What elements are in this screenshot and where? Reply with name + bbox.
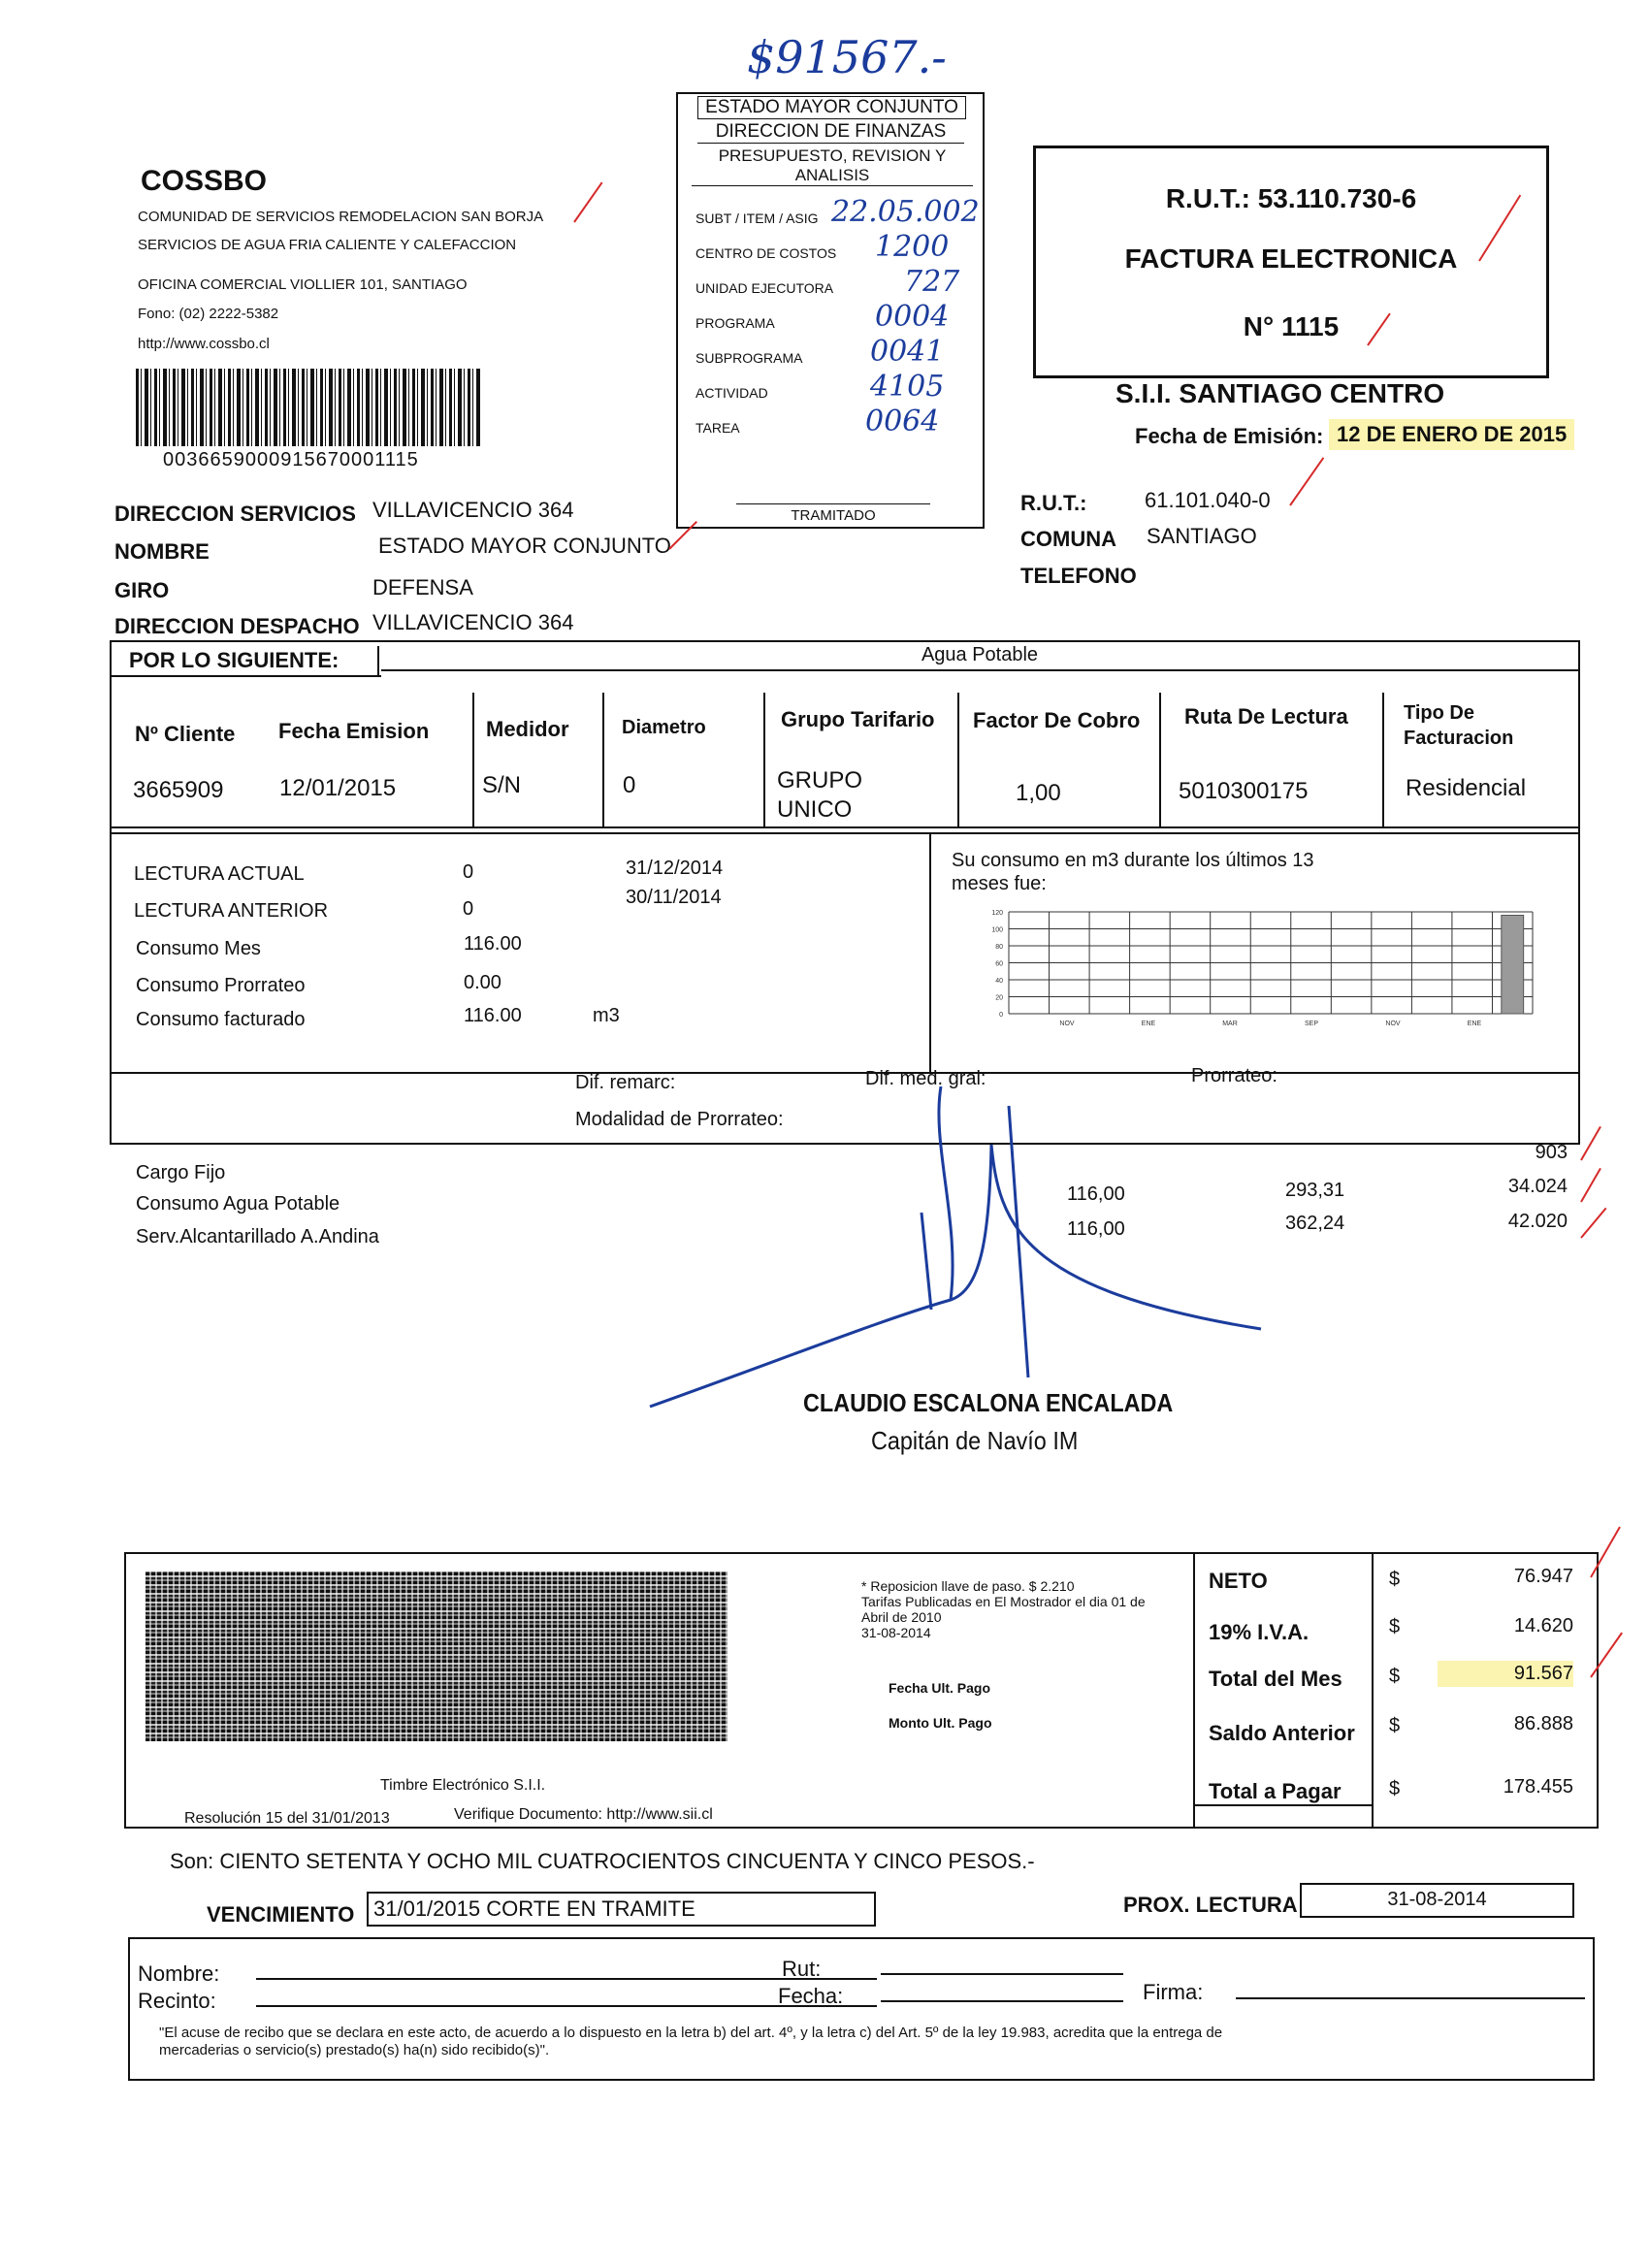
monto-ult-pago: Monto Ult. Pago xyxy=(889,1715,992,1731)
total-currency: $ xyxy=(1389,1715,1401,1736)
header-diametro: Diametro xyxy=(622,717,706,738)
giro-value: DEFENSA xyxy=(372,575,473,599)
reading-unit: m3 xyxy=(593,1005,620,1026)
company-phone: Fono: (02) 2222-5382 xyxy=(138,306,279,322)
dif-remarc: Dif. remarc: xyxy=(575,1072,676,1093)
issue-date: 12 DE ENERO DE 2015 xyxy=(1329,419,1574,450)
service-name: Agua Potable xyxy=(921,644,1039,665)
comuna-label: COMUNA xyxy=(1020,527,1116,551)
stamp-row-6 xyxy=(695,370,977,406)
stamp-row-label: SUBT / ITEM / ASIG xyxy=(695,211,819,226)
service-header-line xyxy=(381,669,1578,671)
service-bottom-line xyxy=(112,826,1578,828)
handwritten-total: $91567.- xyxy=(747,31,947,83)
verifique-documento: Verifique Documento: http://www.sii.cl xyxy=(454,1806,713,1823)
check-mark xyxy=(1580,1126,1601,1161)
stamp-row-value: 22.05.002 xyxy=(831,195,980,229)
note-line: * Reposicion llave de paso. $ 2.210 xyxy=(861,1578,1075,1594)
chart-xtick: NOV xyxy=(1059,1021,1075,1027)
pdf417-barcode xyxy=(146,1571,728,1741)
reading-label: Consumo facturado xyxy=(136,1009,306,1030)
recinto-label: Recinto: xyxy=(138,1989,216,2013)
timbre-label: Timbre Electrónico S.I.I. xyxy=(380,1777,546,1794)
stamp-row-label: CENTRO DE COSTOS xyxy=(695,245,837,261)
total-currency: $ xyxy=(1389,1778,1401,1799)
charge-amount: 903 xyxy=(1535,1142,1568,1163)
giro-label: GIRO xyxy=(114,578,170,602)
legal-line: "El acuse de recibo que se declara en este acto, de acuerdo a lo dispuesto en la letra b) del art. 4º, y la letra c) del Art. 5º de la ley 19.983, acredita que la entrega de xyxy=(159,2025,1223,2041)
total-label: Saldo Anterior xyxy=(1209,1721,1355,1745)
charge-qty: 116,00 xyxy=(1067,1183,1125,1205)
nombre-label: Nombre: xyxy=(138,1961,220,1986)
sii-office: S.I.I. SANTIAGO CENTRO xyxy=(1116,378,1445,408)
reading-value: 116.00 xyxy=(464,1005,522,1026)
stamp-footer: TRAMITADO xyxy=(791,507,876,524)
telefono-label: TELEFONO xyxy=(1020,564,1137,588)
chart-xtick: NOV xyxy=(1385,1021,1401,1027)
charge-rate: 293,31 xyxy=(1285,1180,1345,1201)
footer-box xyxy=(124,1552,1599,1829)
col-divider xyxy=(472,693,474,826)
stamp-row-7 xyxy=(695,405,977,441)
totals-divider xyxy=(1372,1554,1374,1827)
total-value-highlighted: 91.567 xyxy=(1438,1661,1573,1687)
invoice-type: FACTURA ELECTRONICA xyxy=(1124,243,1458,274)
total-currency: $ xyxy=(1389,1616,1401,1637)
chart-xtick: MAR xyxy=(1222,1021,1238,1027)
readings-bottom-line xyxy=(112,1072,1578,1074)
readings-divider xyxy=(929,834,931,1072)
vencimiento-value: 31/01/2015 CORTE EN TRAMITE xyxy=(367,1892,876,1927)
total-label: Total del Mes xyxy=(1209,1667,1342,1691)
rut-label: Rut: xyxy=(782,1957,822,1981)
header-n-cliente: Nº Cliente xyxy=(135,722,236,746)
stamp-row-label: PROGRAMA xyxy=(695,315,775,331)
stamp-row-value: 1200 xyxy=(875,230,950,264)
charge-label: Consumo Agua Potable xyxy=(136,1193,340,1215)
charge-rate: 362,24 xyxy=(1285,1213,1345,1234)
reading-value: 0 xyxy=(463,861,474,883)
charge-amount: 42.020 xyxy=(1507,1211,1568,1232)
charge-label: Cargo Fijo xyxy=(136,1162,226,1183)
signature-title: Capitán de Navío IM xyxy=(871,1426,1079,1455)
stamp-row-value: 0004 xyxy=(875,300,950,334)
chart-caption: Su consumo en m3 durante los últimos 13 meses fue: xyxy=(952,850,1314,894)
totals-table xyxy=(1193,1554,1597,1827)
total-label: 19% I.V.A. xyxy=(1209,1620,1310,1644)
reading-date: 30/11/2014 xyxy=(626,887,722,908)
stamp-row-value: 727 xyxy=(904,265,960,299)
stamp-row-4 xyxy=(695,300,977,337)
check-mark xyxy=(573,181,602,222)
col-divider xyxy=(957,693,959,826)
total-currency: $ xyxy=(1389,1666,1401,1687)
value-n-cliente: 3665909 xyxy=(133,777,224,803)
signature-scribble xyxy=(640,1086,1300,1426)
por-lo-siguiente-underline xyxy=(112,675,381,677)
chart-ytick: 60 xyxy=(995,960,1003,968)
nombre-value: ESTADO MAYOR CONJUNTO xyxy=(378,534,671,558)
value-grupo-tarifario: GRUPO UNICO xyxy=(777,767,863,823)
header-grupo-tarifario: Grupo Tarifario xyxy=(781,707,935,731)
stamp-row-label: TAREA xyxy=(695,420,740,436)
prox-lectura-value: 31-08-2014 xyxy=(1300,1883,1574,1918)
stamp-row-label: ACTIVIDAD xyxy=(695,385,768,401)
resolucion: Resolución 15 del 31/01/2013 xyxy=(184,1810,390,1827)
stamp-line1: ESTADO MAYOR CONJUNTO xyxy=(697,96,966,119)
chart-ytick: 20 xyxy=(995,994,1003,1002)
por-lo-siguiente: POR LO SIGUIENTE: xyxy=(112,646,379,675)
note-line: Tarifas Publicadas en El Mostrador el dia 01 de xyxy=(861,1594,1146,1609)
stamp-line2: DIRECCION DE FINANZAS xyxy=(697,121,964,144)
invoice-box xyxy=(1033,146,1549,378)
stamp-sign-line xyxy=(736,503,930,504)
direccion-value: VILLAVICENCIO 364 xyxy=(372,498,574,522)
value-ruta-lectura: 5010300175 xyxy=(1179,778,1309,804)
value-fecha-emision: 12/01/2015 xyxy=(279,775,397,801)
header-tipo-facturacion: Tipo De Facturacion xyxy=(1404,702,1514,749)
reading-label: Consumo Mes xyxy=(136,938,261,959)
chart-ytick: 40 xyxy=(995,978,1003,985)
reading-label: Consumo Prorrateo xyxy=(136,975,306,996)
company-line1: COMUNIDAD DE SERVICIOS REMODELACION SAN BORJA xyxy=(138,209,544,225)
dif-med-gral: Dif. med. gral: xyxy=(865,1068,986,1089)
direccion-label: DIRECCION SERVICIOS xyxy=(114,502,356,526)
company-name: COSSBO xyxy=(141,165,268,197)
charge-amount: 34.024 xyxy=(1507,1176,1568,1197)
barcode-image xyxy=(136,369,480,446)
total-currency: $ xyxy=(1389,1569,1401,1590)
chart-xtick: ENE xyxy=(1467,1021,1482,1027)
total-label: Total a Pagar xyxy=(1209,1779,1342,1803)
note-line: 31-08-2014 xyxy=(861,1625,931,1640)
reading-value: 0 xyxy=(463,898,474,920)
total-value: 86.888 xyxy=(1513,1713,1573,1734)
charge-qty: 116,00 xyxy=(1067,1218,1125,1240)
check-mark xyxy=(1580,1208,1606,1239)
check-mark xyxy=(1289,457,1324,505)
prox-lectura-label: PROX. LECTURA xyxy=(1123,1893,1298,1917)
invoice-rut: R.U.T.: 53.110.730-6 xyxy=(1165,183,1417,213)
chart-ytick: 80 xyxy=(995,944,1003,951)
despacho-value: VILLAVICENCIO 364 xyxy=(372,610,574,634)
header-factor-cobro: Factor De Cobro xyxy=(973,708,1141,732)
stamp-row-value: 0064 xyxy=(865,405,940,438)
barcode-number: 003665900091567000111​5 xyxy=(163,449,419,470)
legal-line: mercaderias o servicio(s) prestado(s) ha(n) sido recibido(s)". xyxy=(159,2042,550,2058)
totals-underline xyxy=(1195,1804,1372,1806)
client-rut-label: R.U.T.: xyxy=(1020,491,1087,515)
col-divider xyxy=(1159,693,1161,826)
reposicion-note xyxy=(861,1578,1191,1640)
reading-value: 116.00 xyxy=(464,933,522,955)
company-web: http://www.cossbo.cl xyxy=(138,336,270,352)
stamp-row-label: UNIDAD EJECUTORA xyxy=(695,280,834,296)
chart-ytick: 120 xyxy=(991,910,1003,917)
client-rut: 61.101.040-0 xyxy=(1145,488,1271,512)
firma-line xyxy=(1236,1997,1585,1999)
reading-value: 0.00 xyxy=(464,972,501,993)
issue-date-label: Fecha de Emisión: xyxy=(1135,424,1324,448)
reading-date: 31/12/2014 xyxy=(626,858,724,879)
header-medidor: Medidor xyxy=(486,717,569,741)
service-table xyxy=(110,640,1580,834)
rut-line xyxy=(881,1973,1123,1975)
stamp-row-value: 4105 xyxy=(870,370,945,404)
stamp-row-2 xyxy=(695,230,977,267)
reading-label: LECTURA ACTUAL xyxy=(134,863,305,885)
budget-stamp xyxy=(676,92,985,529)
charge-label: Serv.Alcantarillado A.Andina xyxy=(136,1226,379,1247)
stamp-row-3 xyxy=(695,265,977,302)
stamp-row-5 xyxy=(695,335,977,372)
stamp-row-value: 0041 xyxy=(870,335,945,369)
header-fecha-emision: Fecha Emision xyxy=(278,719,430,743)
stamp-row-label: SUBPROGRAMA xyxy=(695,350,803,366)
consumption-chart xyxy=(970,902,1552,1038)
col-divider xyxy=(1382,693,1384,826)
legal-text xyxy=(159,2025,1575,2059)
prorrateo: Prorrateo: xyxy=(1191,1065,1277,1086)
note-line: Abril de 2010 xyxy=(861,1609,942,1625)
stamp-line3: PRESUPUESTO, REVISION Y ANALISIS xyxy=(692,146,973,186)
comuna-value: SANTIAGO xyxy=(1147,524,1257,548)
fecha-ult-pago: Fecha Ult. Pago xyxy=(889,1680,991,1696)
total-label: NETO xyxy=(1209,1569,1268,1593)
receipt-box xyxy=(128,1937,1595,2081)
value-tipo-facturacion: Residencial xyxy=(1406,775,1527,801)
company-line2: SERVICIOS DE AGUA FRIA CALIENTE Y CALEFACCION xyxy=(138,237,517,253)
amount-in-words: Son: CIENTO SETENTA Y OCHO MIL CUATROCIENTOS CINCUENTA Y CINCO PESOS.- xyxy=(170,1849,1035,1873)
fecha-label: Fecha: xyxy=(778,1984,844,2008)
chart-ytick: 100 xyxy=(991,926,1003,934)
header-ruta-lectura: Ruta De Lectura xyxy=(1184,704,1348,729)
despacho-label: DIRECCION DESPACHO xyxy=(114,614,360,638)
value-diametro: 0 xyxy=(623,772,636,798)
total-value: 76.947 xyxy=(1513,1566,1573,1587)
chart-bar xyxy=(1502,916,1524,1015)
vencimiento-label: VENCIMIENTO xyxy=(207,1902,355,1927)
invoice-number: N° 1115 xyxy=(1243,311,1340,341)
reading-label: LECTURA ANTERIOR xyxy=(134,900,329,922)
signature-name: CLAUDIO ESCALONA ENCALADA xyxy=(803,1388,1174,1417)
check-mark xyxy=(1580,1168,1601,1203)
firma-label: Firma: xyxy=(1143,1980,1204,2004)
col-divider xyxy=(763,693,765,826)
chart-xtick: ENE xyxy=(1141,1021,1156,1027)
stamp-row-1 xyxy=(695,195,980,232)
chart-ytick: 0 xyxy=(999,1012,1003,1019)
nombre-label: NOMBRE xyxy=(114,539,210,564)
fecha-line xyxy=(881,2000,1123,2002)
total-value: 178.455 xyxy=(1503,1776,1573,1798)
chart-xtick: SEP xyxy=(1304,1021,1319,1027)
modalidad-prorrateo: Modalidad de Prorrateo: xyxy=(575,1109,784,1130)
value-medidor: S/N xyxy=(482,772,522,798)
col-divider xyxy=(602,693,604,826)
total-value: 14.620 xyxy=(1513,1615,1573,1636)
company-office: OFICINA COMERCIAL VIOLLIER 101, SANTIAGO xyxy=(138,276,468,293)
value-factor-cobro: 1,00 xyxy=(1016,780,1061,806)
